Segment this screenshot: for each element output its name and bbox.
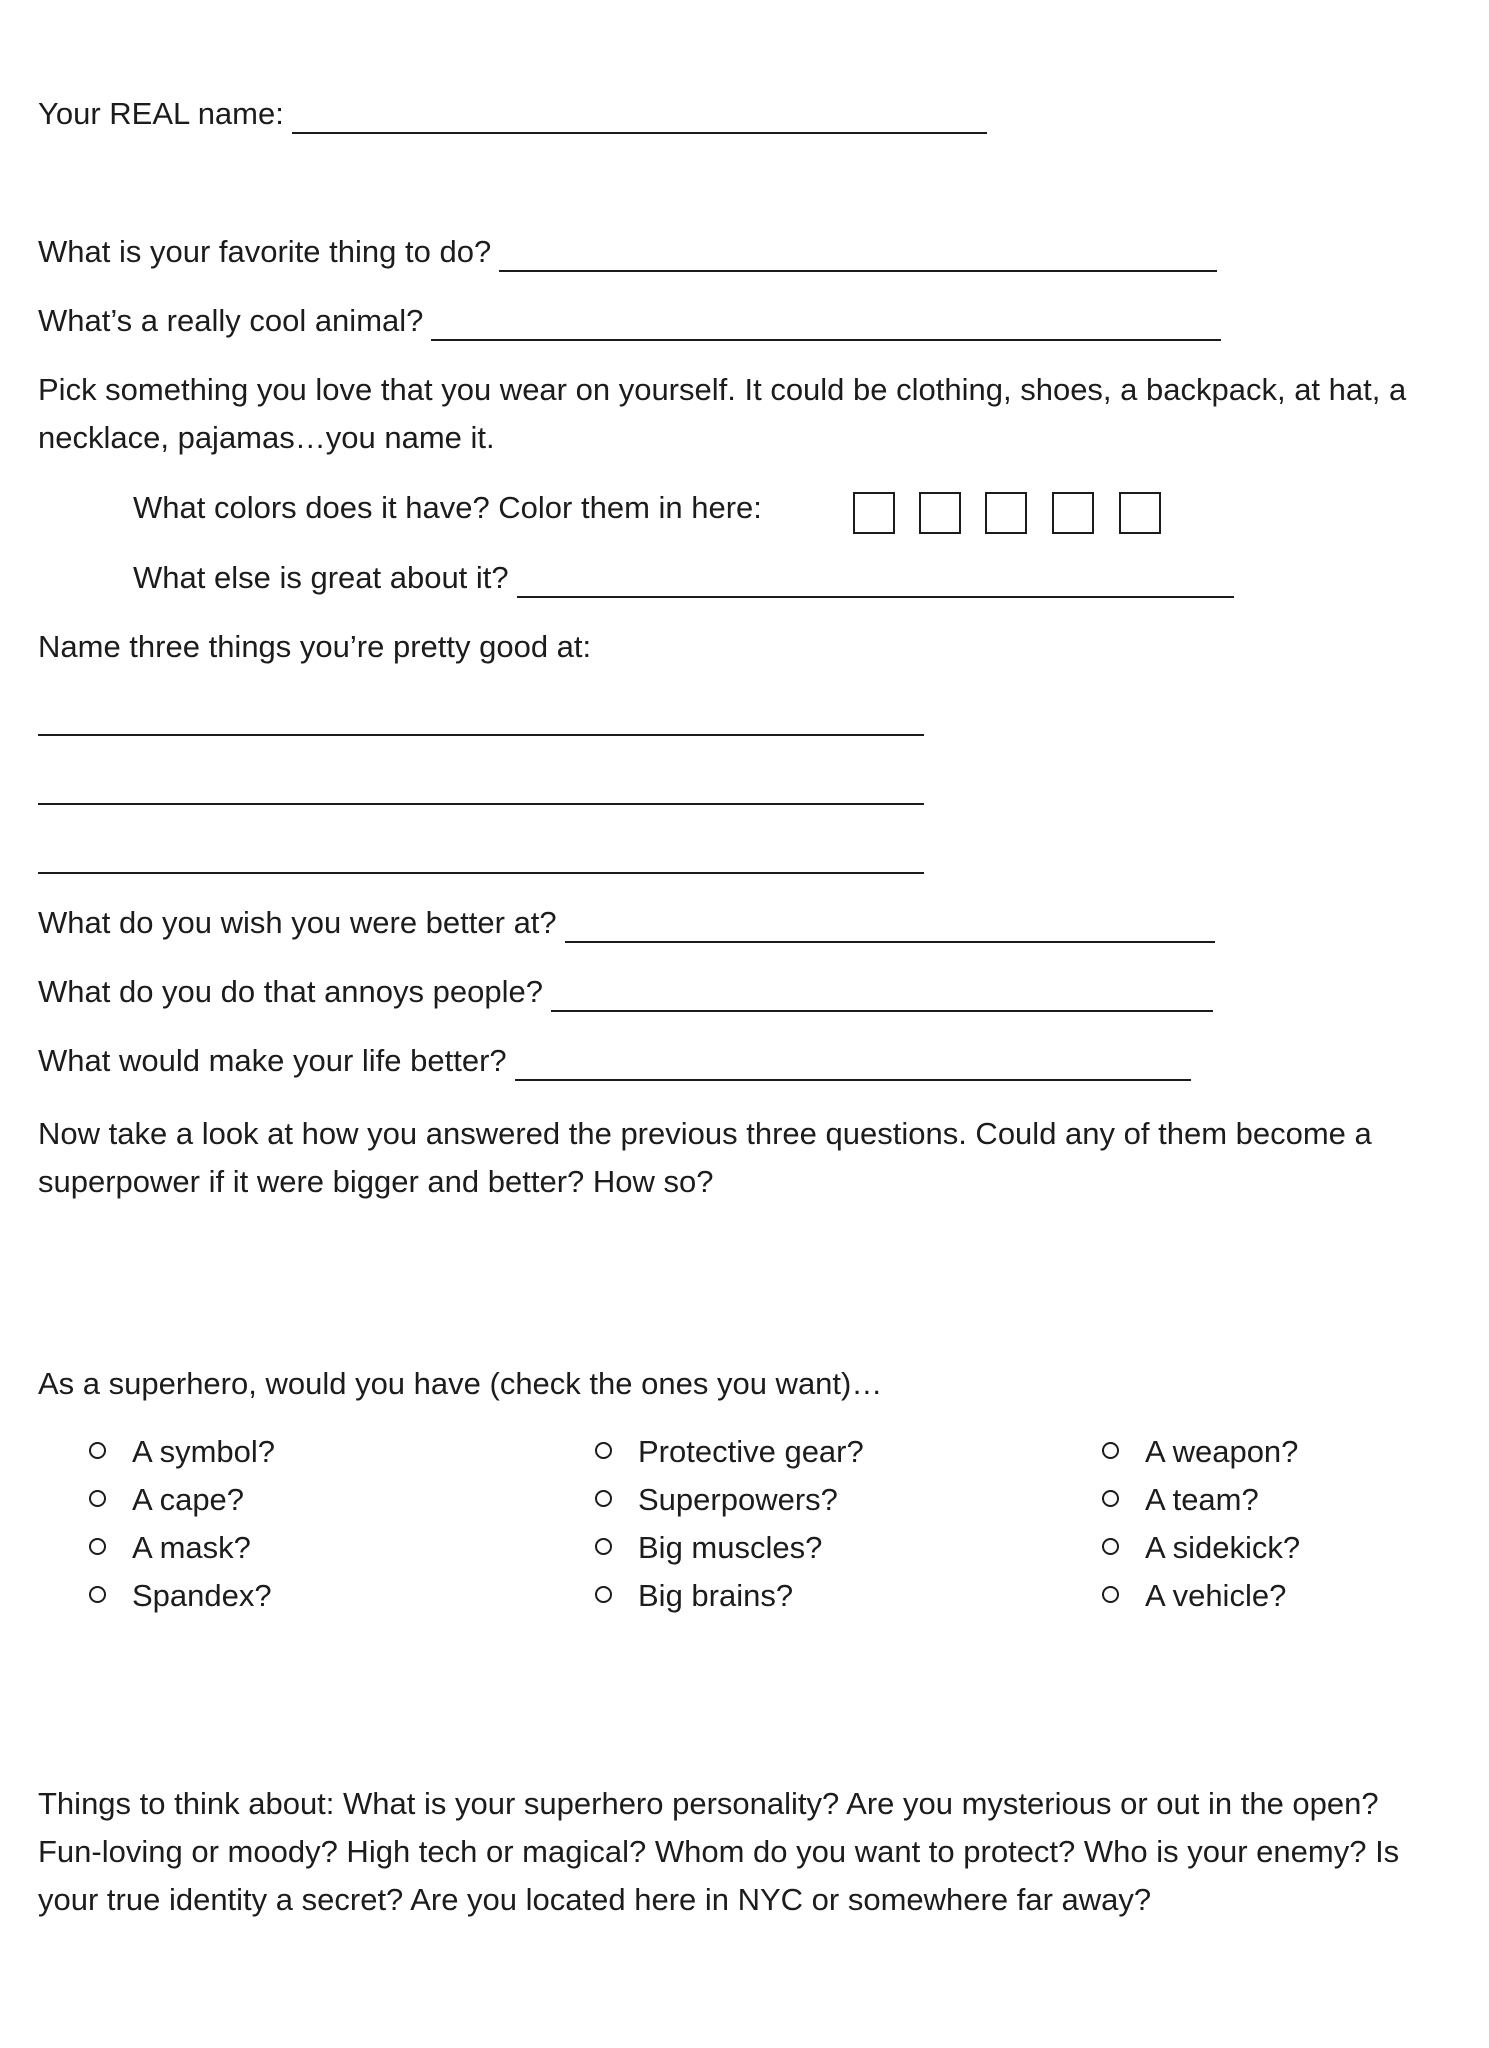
life-better-field[interactable] [515, 1049, 1191, 1081]
option-spandex[interactable]: Spandex? [89, 1577, 272, 1616]
wish-better-field[interactable] [565, 911, 1215, 943]
good-at-field-2[interactable] [38, 803, 924, 805]
favorite-thing-label: What is your favorite thing to do? [38, 234, 492, 269]
option-team[interactable]: A team? [1102, 1481, 1259, 1520]
annoys-field[interactable] [551, 980, 1213, 1012]
radio-bullet-icon[interactable] [89, 1490, 106, 1507]
real-name-label: Your REAL name: [38, 96, 284, 131]
radio-bullet-icon[interactable] [595, 1538, 612, 1555]
color-swatch-4[interactable] [1052, 492, 1094, 534]
good-at-field-3[interactable] [38, 872, 924, 874]
option-big-brains[interactable]: Big brains? [595, 1577, 793, 1616]
radio-bullet-icon[interactable] [595, 1442, 612, 1459]
checklist-intro: As a superhero, would you have (check the ones you want)… [38, 1366, 883, 1401]
radio-bullet-icon[interactable] [89, 1586, 106, 1603]
cool-animal-label: What’s a really cool animal? [38, 303, 424, 338]
life-better-label: What would make your life better? [38, 1043, 507, 1078]
real-name-row [38, 95, 987, 134]
favorite-thing-row [38, 233, 1217, 272]
option-vehicle[interactable]: A vehicle? [1102, 1577, 1286, 1616]
good-at-field-1[interactable] [38, 734, 924, 736]
radio-bullet-icon[interactable] [1102, 1442, 1119, 1459]
radio-bullet-icon[interactable] [595, 1490, 612, 1507]
option-weapon[interactable]: A weapon? [1102, 1433, 1298, 1472]
color-swatch-1[interactable] [853, 492, 895, 534]
annoys-label: What do you do that annoys people? [38, 974, 543, 1009]
cool-animal-field[interactable] [431, 309, 1221, 341]
option-superpowers[interactable]: Superpowers? [595, 1481, 838, 1520]
good-at-label: Name three things you’re pretty good at: [38, 629, 592, 664]
radio-bullet-icon[interactable] [89, 1442, 106, 1459]
radio-bullet-icon[interactable] [595, 1586, 612, 1603]
else-great-row [133, 559, 1234, 598]
wear-prompt: Pick something you love that you wear on yourself. It could be clothing, shoes, a backpack, at hat, a necklace, pajamas…you name it. [38, 372, 1407, 455]
radio-bullet-icon[interactable] [1102, 1490, 1119, 1507]
color-swatch-3[interactable] [985, 492, 1027, 534]
colors-prompt: What colors does it have? Color them in here: [133, 490, 762, 525]
think-about-paragraph: Things to think about: What is your superhero personality? Are you mysterious or out in the open? Fun-loving or moody? High tech or magical? Whom do you want to protect? Who is your enemy? Is your true identity a secret? Are you located here in NYC or somewhere far away? [38, 1786, 1400, 1917]
else-great-label: What else is great about it? [133, 560, 509, 595]
real-name-field[interactable] [292, 102, 987, 134]
radio-bullet-icon[interactable] [1102, 1586, 1119, 1603]
reflect-prompt: Now take a look at how you answered the previous three questions. Could any of them become a superpower if it were bigger and better? How so? [38, 1116, 1372, 1199]
color-swatch-2[interactable] [919, 492, 961, 534]
option-sidekick[interactable]: A sidekick? [1102, 1529, 1300, 1568]
color-swatch-5[interactable] [1119, 492, 1161, 534]
radio-bullet-icon[interactable] [1102, 1538, 1119, 1555]
option-big-muscles[interactable]: Big muscles? [595, 1529, 822, 1568]
radio-bullet-icon[interactable] [89, 1538, 106, 1555]
wish-better-label: What do you wish you were better at? [38, 905, 557, 940]
cool-animal-row [38, 302, 1221, 341]
option-protective-gear[interactable]: Protective gear? [595, 1433, 864, 1472]
life-better-row [38, 1042, 1191, 1081]
wish-better-row [38, 904, 1215, 943]
favorite-thing-field[interactable] [499, 240, 1217, 272]
else-great-field[interactable] [517, 566, 1234, 598]
annoys-row [38, 973, 1213, 1012]
option-mask[interactable]: A mask? [89, 1529, 251, 1568]
option-symbol[interactable]: A symbol? [89, 1433, 275, 1472]
option-cape[interactable]: A cape? [89, 1481, 244, 1520]
